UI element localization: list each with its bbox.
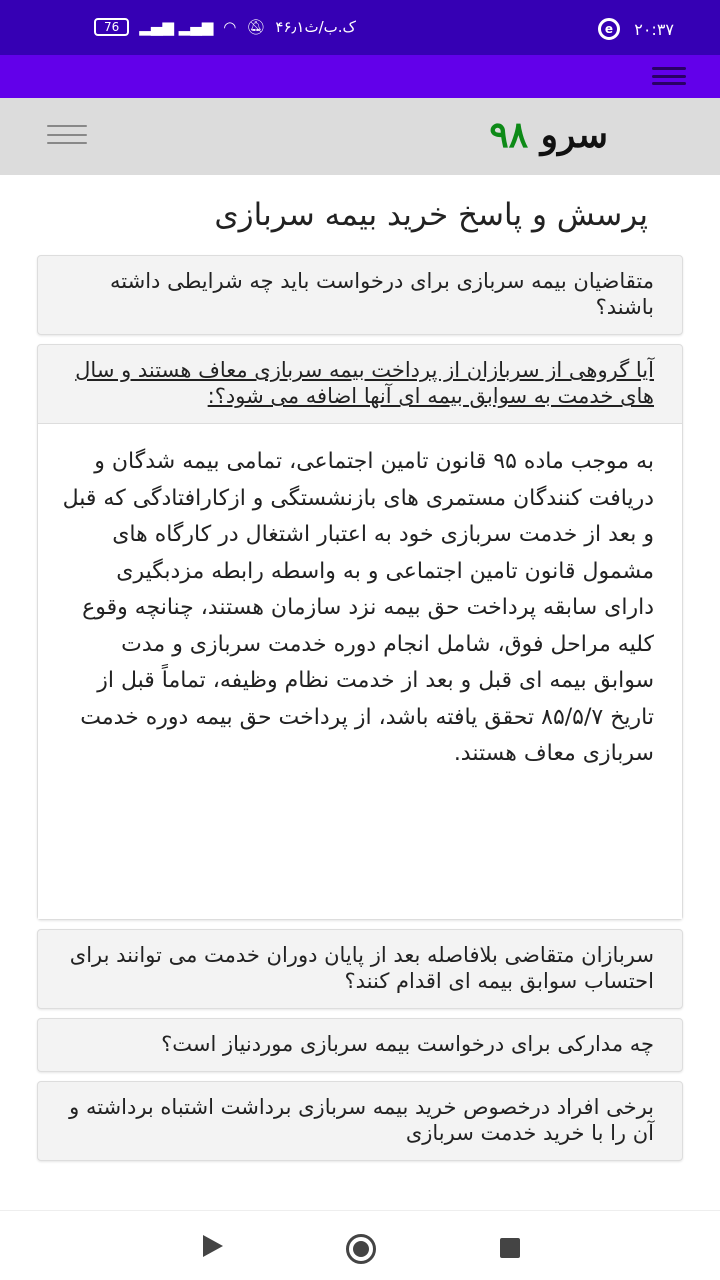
faq-question[interactable]: برخی افراد درخصوص خرید بیمه سربازی برداشت اشتباه برداشته و آن را با خرید خدمت سربازی <box>69 1095 654 1145</box>
logo-text: سرو <box>540 114 608 156</box>
clock: ۲۰:۳۷ <box>634 20 674 39</box>
status-bar <box>0 0 720 55</box>
site-logo[interactable] <box>489 114 608 156</box>
faq-item[interactable] <box>37 929 683 1009</box>
faq-item-expanded[interactable] <box>37 344 683 920</box>
system-nav-bar <box>0 1210 720 1280</box>
logo-number: ۹۸ <box>489 114 529 156</box>
faq-item[interactable] <box>37 1018 683 1072</box>
home-icon[interactable] <box>346 1234 376 1264</box>
battery-icon: 76 <box>94 18 129 36</box>
status-icons <box>94 18 356 36</box>
wifi-icon: ◠ <box>223 18 237 36</box>
faq-question[interactable]: متقاضیان بیمه سربازی برای درخواست باید چه شرایطی داشته باشند؟ <box>110 269 654 319</box>
app-notification-icon: e <box>598 18 620 40</box>
page-title: پرسش و پاسخ خرید بیمه سربازی <box>214 197 648 233</box>
faq-item[interactable] <box>37 1081 683 1161</box>
faq-content <box>0 175 720 1210</box>
network-speed: ۴۶٫۱ک.ب/ث <box>275 18 356 36</box>
signal-icon: ▂▄▆ ▂▄▆ <box>139 18 214 36</box>
site-header <box>0 98 720 175</box>
faq-answer: به موجب ماده ۹۵ قانون تامین اجتماعی، تمامی بیمه شدگان و دریافت کنندگان مستمری های بازنشستگی و ازکارافتادگی که قبل و بعد از خدمت سربازی خود به اعتبار اشتغال در کارگاه های مشمول قانون تامین اجتماعی و به واسطه رابطه مزدبگیری دارای سابقه پرداخت حق بیمه نزد سازمان هستند، چنانچه وقوع کلیه مراحل فوق، شامل انجام دوره خدمت سربازی و مدت سوابق بیمه ای قبل و بعد از خدمت نظام وظیفه، تماماً قبل از تاریخ ۸۵/۵/۷ تحقق یافته باشد، از پرداخت حق بیمه دوره خدمت سربازی معاف هستند. <box>38 423 682 919</box>
site-menu-icon[interactable] <box>47 125 87 144</box>
menu-icon[interactable] <box>652 67 686 85</box>
bell-off-icon: 🔕︎ <box>246 18 266 36</box>
recents-icon[interactable] <box>500 1238 520 1258</box>
faq-item[interactable] <box>37 255 683 335</box>
faq-question[interactable]: سربازان متقاضی بلافاصله بعد از پایان دوران خدمت می توانند برای احتساب سوابق بیمه ای اقدام کنند؟ <box>69 943 654 993</box>
app-bar <box>0 55 720 98</box>
back-icon[interactable] <box>203 1235 223 1257</box>
faq-question[interactable]: چه مدارکی برای درخواست بیمه سربازی موردنیاز است؟ <box>161 1032 654 1056</box>
faq-question[interactable]: آیا گروهی از سربازان از پرداخت بیمه سربازی معاف هستند و سال های خدمت به سوابق بیمه ای آنها اضافه می شود؟: <box>75 358 654 408</box>
